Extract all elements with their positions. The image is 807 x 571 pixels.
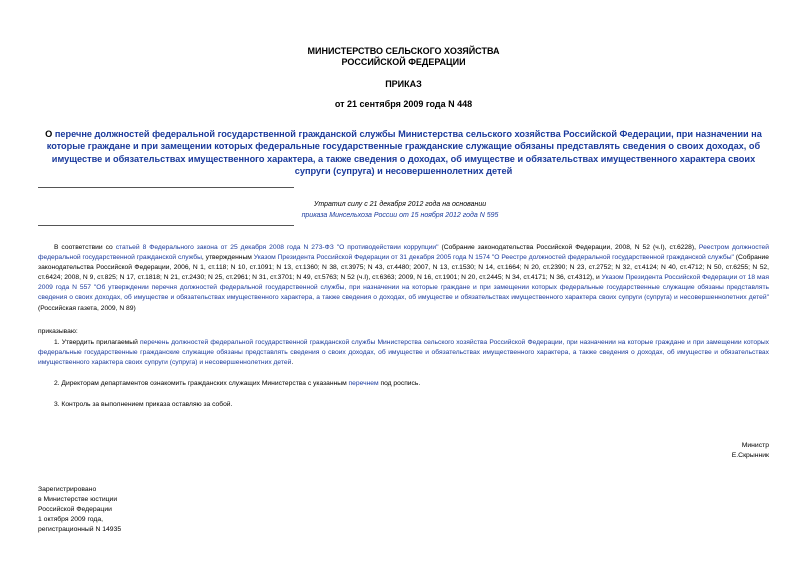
item2-text-1: 2. Директорам департаментов ознакомить гражданских служащих Министерства с указанным [54, 380, 349, 387]
order-item-3: 3. Контроль за выполнением приказа оставляю за собой. [54, 401, 233, 408]
signatory-name: Е.Скрынник [731, 452, 769, 459]
status-line1: Утратил силу с 21 декабря 2012 года на основании [313, 201, 487, 208]
order-item-2 [38, 379, 769, 389]
ministry-name-line2: РОССИЙСКОЙ ФЕДЕРАЦИИ [341, 57, 466, 67]
document-date-number: от 21 сентября 2009 года N 448 [334, 99, 473, 109]
item1-text-1: 1. Утвердить прилагаемый [54, 339, 141, 346]
preamble-text-2: (Собрание законодательства Российской Федерации, 2008, N 52 (ч.I), ст.6228), [438, 244, 699, 251]
decree-1574-link[interactable]: Указом Президента Российской Федерации от 31 декабря 2005 года N 1574 "О Реестре должностей федеральной государственной гражданской службы" [253, 254, 734, 262]
document-type: ПРИКАЗ [385, 79, 422, 89]
registration-line4: 1 октября 2009 года, [38, 516, 104, 523]
divider-bottom [38, 225, 294, 226]
title-prefix: О [45, 129, 55, 139]
ministry-name-line1: МИНИСТЕРСТВО СЕЛЬСКОГО ХОЗЯЙСТВА [307, 46, 500, 56]
preamble-text-1: В соответствии со [54, 244, 116, 251]
registration-line1: Зарегистрировано [38, 486, 97, 493]
preamble-text-3: , утвержденным [201, 254, 254, 262]
status-link-wrap [300, 210, 500, 222]
orders-label: приказываю: [38, 328, 78, 335]
law-273-fz-link[interactable]: статьей 8 Федерального закона от 25 декабря 2008 года N 273-ФЗ "О противодействии коррупции" [115, 244, 439, 251]
repeal-order-link[interactable]: приказа Минсельхоза России от 15 ноября 2012 года N 595 [301, 212, 499, 219]
registry-positions-link[interactable]: Реестром должностей федеральной государственной гражданской службы [38, 244, 769, 262]
decree-557-link[interactable]: Указом Президента Российской Федерации от 18 мая 2009 года N 557 "Об утверждении перечня должностей федеральной государственной службы, при назначении на которые граждане и при замещении которых федеральные государственные служащие обязаны представлять сведения о своих доходах, об имуществе и обязательствах имущественного характера, а также сведения о доходах, об имуществе и обязательствах имущественного характера своих супруги (супруга) и несовершеннолетних детей" [38, 274, 769, 302]
list-link[interactable]: перечнем [348, 380, 379, 387]
preamble-text-4: (Собрание законодательства Российской Федерации, 2006, N 1, ст.118; N 10, ст.1091; N 13, ст.1360; N 38, ст.3975; N 43, ст.4480; 2007, N 13, ст.1530; N 14, ст.1664; N 20, ст.2390; N 23, ст.2752; N 32, ст.4124; N 40, ст.4712; N 50, ст.6255; N 52, ст.6424; 2008, N 9, ст.825; N 17, ст.1818; N 21, ст.2430; N 25, ст.2961; N 31, ст.3701; N 49, ст.5763; N 52 (ч.I), ст.6363; 2009, N 16, ст.1901; N 20, ст.2445; N 34, ст.4171; N 36, ст.4312), и [38, 254, 769, 282]
order-item-1 [38, 338, 769, 368]
registration-line3: Российской Федерации [38, 506, 112, 513]
preamble-paragraph [38, 243, 769, 314]
positions-list-link[interactable]: перечень должностей федеральной государственной гражданской службы Министерства сельского хозяйства Российской Федерации, при назначении на которые граждане и при замещении которых федеральные государственные гражданские служащие обязаны представлять сведения о своих доходах, об имуществе и обязательствах имущественного характера, а также сведения о доходах, об имуществе и обязательствах имущественного характера своих супруги (супруга) и несовершеннолетних детей [38, 339, 769, 367]
registration-line5: регистрационный N 14935 [38, 526, 122, 533]
item1-text-2: . [291, 359, 294, 367]
item2-text-2: под роспись. [378, 380, 421, 387]
signatory-position: Министр [741, 442, 769, 449]
document-title [40, 128, 767, 178]
registration-line2: в Министерстве юстиции [38, 496, 118, 503]
title-link[interactable]: перечне должностей федеральной государственной гражданской службы Министерства сельского хозяйства Российской Федерации, при назначении на которые граждане и при замещении которых федеральные государственные гражданские служащие обязаны представлять сведения о своих доходах, об имуществе и обязательствах имущественного характера, а также сведения о доходах, об имуществе и обязательствах имущественного характера своих супруги (супруга) и несовершеннолетних детей [46, 129, 762, 177]
divider-top [38, 187, 294, 188]
preamble-text-5: (Российская газета, 2009, N 89) [38, 304, 136, 312]
